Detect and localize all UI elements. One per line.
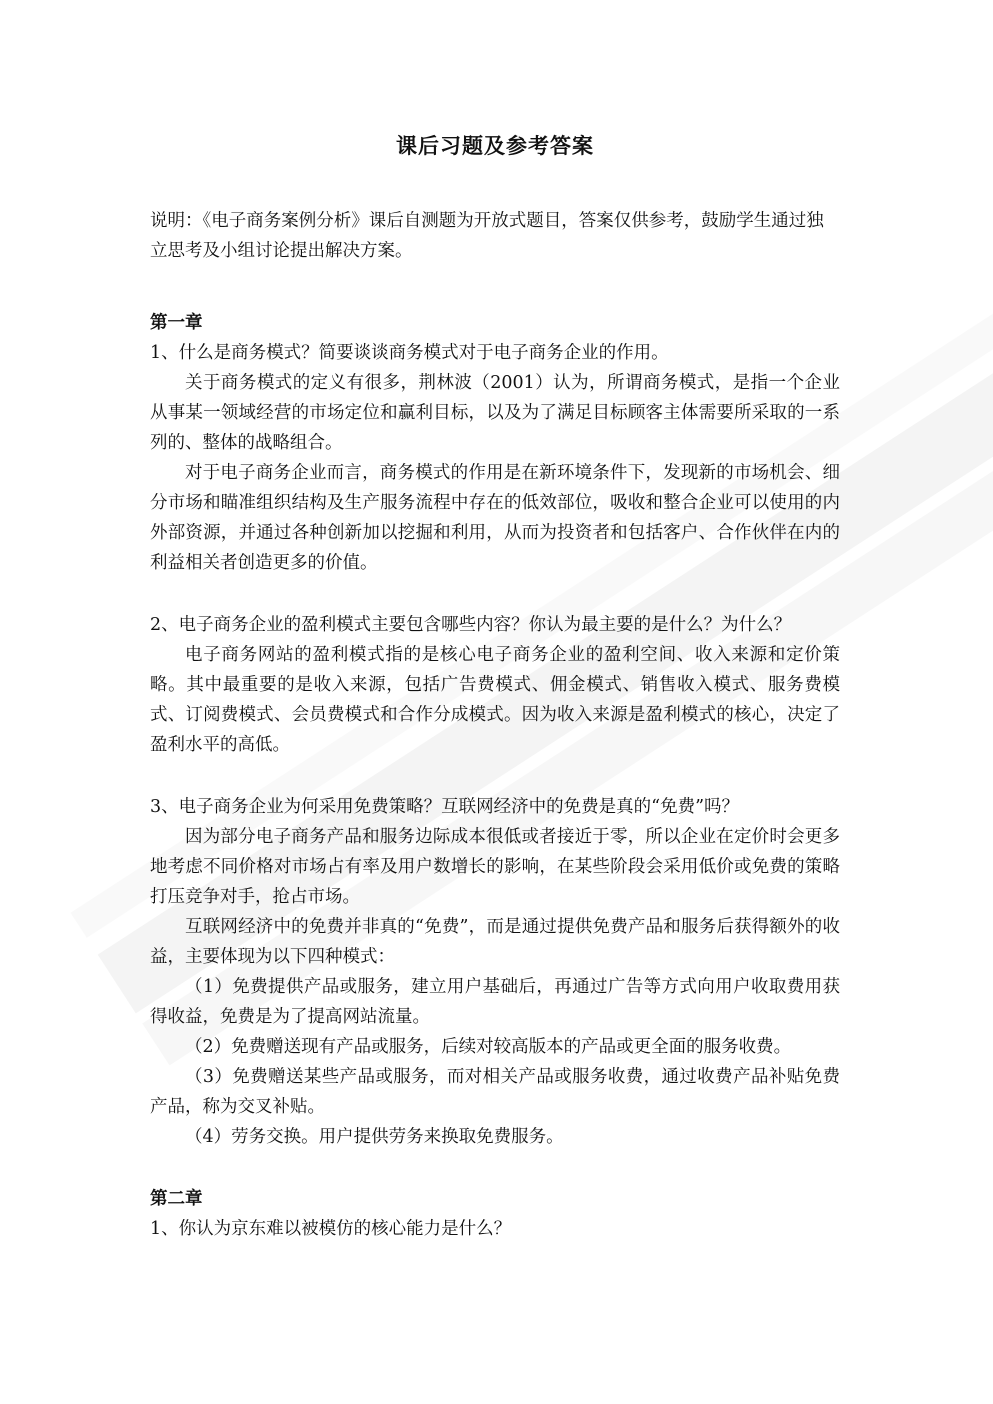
chapter-heading: 第二章 bbox=[150, 1189, 203, 1209]
answer-paragraph: （3）免费赠送某些产品或服务，而对相关产品或服务收费，通过收费产品补贴免费产品，称为交叉补贴。 bbox=[150, 1067, 840, 1117]
question-block bbox=[150, 610, 840, 760]
document-page bbox=[150, 130, 840, 1244]
question-text: 1、什么是商务模式？简要谈谈商务模式对于电子商务企业的作用。 bbox=[150, 343, 669, 363]
document-note: 说明：《电子商务案例分析》课后自测题为开放式题目，答案仅供参考，鼓励学生通过独立思考及小组讨论提出解决方案。 bbox=[150, 211, 824, 261]
document-title: 课后习题及参考答案 bbox=[396, 133, 594, 158]
answer-paragraph: （2）免费赠送现有产品或服务，后续对较高版本的产品或更全面的服务收费。 bbox=[185, 1037, 792, 1057]
question-block bbox=[150, 792, 840, 1152]
answer-paragraph: （4）劳务交换。用户提供劳务来换取免费服务。 bbox=[185, 1127, 564, 1147]
chapter-1 bbox=[150, 308, 840, 1152]
chapter-2 bbox=[150, 1184, 840, 1244]
chapter-heading: 第一章 bbox=[150, 313, 203, 333]
answer-paragraph: 关于商务模式的定义有很多，荆林波（2001）认为，所谓商务模式，是指一个企业从事某一领域经营的市场定位和赢利目标，以及为了满足目标顾客主体需要所采取的一系列的、整体的战略组合。 bbox=[150, 373, 840, 453]
question-text: 2、电子商务企业的盈利模式主要包含哪些内容？你认为最主要的是什么？为什么？ bbox=[150, 615, 792, 635]
answer-paragraph: （1）免费提供产品或服务，建立用户基础后，再通过广告等方式向用户收取费用获得收益，免费是为了提高网站流量。 bbox=[150, 977, 840, 1027]
answer-paragraph: 电子商务网站的盈利模式指的是核心电子商务企业的盈利空间、收入来源和定价策略。其中最重要的是收入来源，包括广告费模式、佣金模式、销售收入模式、服务费模式、订阅费模式、会员费模式和合作分成模式。因为收入来源是盈利模式的核心，决定了盈利水平的高低。 bbox=[150, 645, 840, 755]
answer-paragraph: 互联网经济中的免费并非真的“免费”，而是通过提供免费产品和服务后获得额外的收益，主要体现为以下四种模式： bbox=[150, 917, 840, 967]
question-block bbox=[150, 338, 840, 578]
answer-paragraph: 对于电子商务企业而言，商务模式的作用是在新环境条件下，发现新的市场机会、细分市场和瞄准组织结构及生产服务流程中存在的低效部位，吸收和整合企业可以使用的内外部资源，并通过各种创新加以挖掘和利用，从而为投资者和包括客户、合作伙伴在内的利益相关者创造更多的价值。 bbox=[150, 463, 840, 573]
question-text: 1、你认为京东难以被模仿的核心能力是什么？ bbox=[150, 1219, 512, 1239]
answer-paragraph: 因为部分电子商务产品和服务边际成本很低或者接近于零，所以企业在定价时会更多地考虑不同价格对市场占有率及用户数增长的影响，在某些阶段会采用低价或免费的策略打压竞争对手，抢占市场。 bbox=[150, 827, 840, 907]
question-text: 3、电子商务企业为何采用免费策略？互联网经济中的免费是真的“免费”吗？ bbox=[150, 797, 740, 817]
